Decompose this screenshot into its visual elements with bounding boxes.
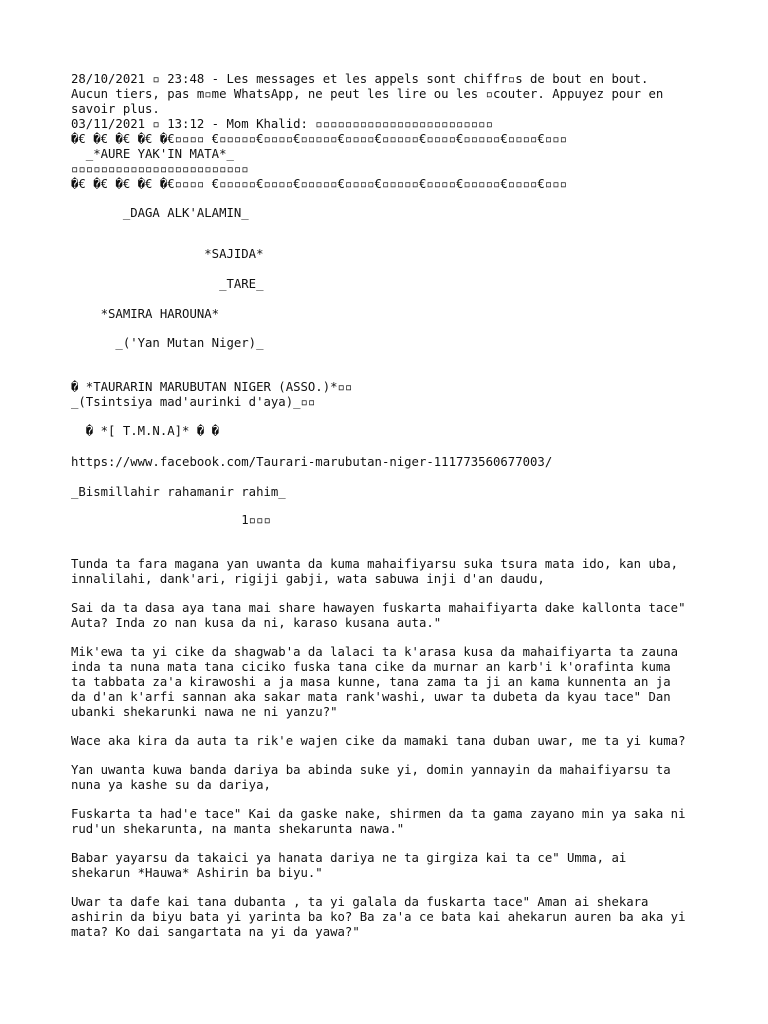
bismillah-line: _Bismillahir rahamanir rahim_ xyxy=(71,485,286,499)
association-name: � *TAURARIN MARUBUTAN NIGER (ASSO.)*▫▫ xyxy=(71,380,353,394)
paragraph-4-line-1: Wace aka kira da auta ta rik'e wajen cike da mamaki tana duban uwar, me ta yi kuma? xyxy=(71,734,686,748)
paragraph-7-line-1: Babar yayarsu da takaici ya hanata dariya ne ta girgiza kai ta ce" Umma, ai xyxy=(71,851,627,865)
paragraph-5-line-2: nuna ya kashe su da dariya, xyxy=(71,778,271,792)
paragraph-3-line-3: ta tabbata za'a kirawoshi a ja masa kunne, tana zama ta ji an kama kunnenta an ja xyxy=(71,675,671,689)
facebook-link[interactable]: https://www.facebook.com/Taurari-marubutan-niger-111773560677003/ xyxy=(71,455,553,469)
decorative-border-line: �€ �€ �€ �€ �€▫▫▫▫ €▫▫▫▫▫€▫▫▫▫€▫▫▫▫▫€▫▫▫▫€▫▫▫▫▫€▫▫▫▫€▫▫▫▫▫€▫▫▫▫€▫▫▫ xyxy=(71,132,568,146)
association-motto: _(Tsintsiya mad'aurinki d'aya)_▫▫ xyxy=(71,395,316,409)
decorative-box-line: ▫▫▫▫▫▫▫▫▫▫▫▫▫▫▫▫▫▫▫▫▫▫▫▫ xyxy=(71,162,249,176)
paragraph-7-line-2: shekarun *Hauwa* Ashirin ba biyu." xyxy=(71,866,323,880)
author-credit-line: *SAMIRA HAROUNA* xyxy=(71,307,220,321)
paragraph-3-line-5: ubanki shekarunki nawa ne ni yanzu?" xyxy=(71,705,338,719)
paragraph-1-line-2: innalilahi, dank'ari, rigiji gabji, wata sabuwa inji d'an daudu, xyxy=(71,572,545,586)
paragraph-5-line-1: Yan uwanta kuwa banda dariya ba abinda suke yi, domin yannayin da mahaifiyarsu ta xyxy=(71,763,671,777)
paragraph-8-line-3: mata? Ko dai sangartata na yi da yawa?" xyxy=(71,925,360,939)
story-title: _*AURE YAK'IN MATA*_ xyxy=(71,147,234,161)
paragraph-6-line-1: Fuskarta ta had'e tace" Kai da gaske nake, shirmen da ta gama zayano min ya saka ni xyxy=(71,807,686,821)
paragraph-3-line-4: da d'an k'arfi sannan aka sakar mata rank'washi, uwar ta dubeta da kyau tace" Dan xyxy=(71,690,671,704)
message-header: 03/11/2021 ▫ 13:12 - Mom Khalid: ▫▫▫▫▫▫▫▫▫▫▫▫▫▫▫▫▫▫▫▫▫▫▫▫ xyxy=(71,117,493,131)
paragraph-2-line-2: Auta? Inda zo nan kusa da ni, karaso kusana auta." xyxy=(71,616,442,630)
paragraph-6-line-2: rud'un shekarunta, na manta shekarunta nawa." xyxy=(71,822,405,836)
encryption-notice-line-2: Aucun tiers, pas m▫me WhatsApp, ne peut les lire ou les ▫couter. Appuyez pour en xyxy=(71,87,664,101)
author-credit-line: *SAJIDA* xyxy=(71,247,264,261)
paragraph-8-line-2: ashirin da biyu bata yi yarinta ba ko? Ba za'a ce bata kai ahekarun auren ba aka yi xyxy=(71,910,686,924)
paragraph-2-line-1: Sai da ta dasa aya tana mai share hawayen fuskarta mahaifiyarta dake kallonta tace" xyxy=(71,601,686,615)
encryption-notice-line-3: savoir plus. xyxy=(71,102,160,116)
chapter-number: 1▫▫▫ xyxy=(71,513,271,527)
author-credit-line: _TARE_ xyxy=(71,277,264,291)
author-credit-line: _DAGA ALK'ALAMIN_ xyxy=(71,206,249,220)
encryption-notice-line-1: 28/10/2021 ▫ 23:48 - Les messages et les appels sont chiffr▫s de bout en bout. xyxy=(71,72,649,86)
association-abbreviation: � *[ T.M.N.A]* � � xyxy=(71,424,220,438)
paragraph-3-line-1: Mik'ewa ta yi cike da shagwab'a da lalaci ta k'arasa kusa da mahaifiyarta ta zauna xyxy=(71,645,679,659)
author-credit-line: _('Yan Mutan Niger)_ xyxy=(71,336,264,350)
paragraph-1-line-1: Tunda ta fara magana yan uwanta da kuma mahaifiyarsu suka tsura mata ido, kan uba, xyxy=(71,557,679,571)
decorative-border-line: �€ �€ �€ �€ �€▫▫▫▫ €▫▫▫▫▫€▫▫▫▫€▫▫▫▫▫€▫▫▫▫€▫▫▫▫▫€▫▫▫▫€▫▫▫▫▫€▫▫▫▫€▫▫▫ xyxy=(71,177,568,191)
paragraph-8-line-1: Uwar ta dafe kai tana dubanta , ta yi galala da fuskarta tace" Aman ai shekara xyxy=(71,895,649,909)
paragraph-3-line-2: inda ta nuna mata tana ciciko fuska tana cike da murnar an karb'i k'orafinta kuma xyxy=(71,660,671,674)
